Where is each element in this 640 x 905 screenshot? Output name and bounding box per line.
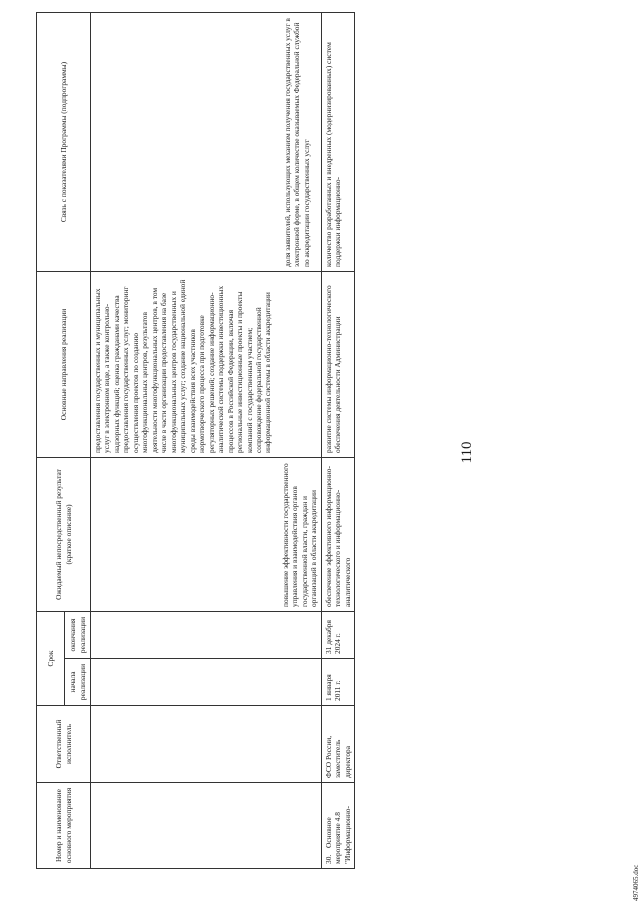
cell-end <box>91 611 322 658</box>
header-number-name: Номер и наименование основного мероприятия <box>37 783 91 869</box>
row-number: 30. <box>323 854 333 864</box>
measure-name: Основное мероприятие 4.8 "Информационно- <box>323 806 352 864</box>
cell-number-name <box>321 783 354 869</box>
result-segment-blank <box>93 462 281 607</box>
document-id: 4974065.doc <box>632 864 640 901</box>
cell-end: 31 декабря 2024 г. <box>321 611 354 658</box>
cell-executor: ФСО России, заместитель директора <box>321 706 354 783</box>
program-measures-table <box>36 12 355 869</box>
cell-directions <box>91 271 322 457</box>
result-text: повышение эффективности государственного управления и взаимодействия органов государственной власти, граждан и организаций в области аккредитации <box>281 463 319 607</box>
header-result: Ожидаемый непосредственный результат (краткое описание) <box>37 457 91 611</box>
cell-link: количество разработанных и внедренных (модернизированных) систем поддержки информационно- <box>321 12 354 271</box>
header-link: Связь с показателями Программы (подпрограммы) <box>37 12 91 271</box>
table-row <box>321 12 354 868</box>
cell-result <box>91 457 322 611</box>
header-executor: Ответственный исполнитель <box>37 706 91 783</box>
header-srok: Срок <box>37 611 65 705</box>
header-start: начала реализации <box>65 659 91 706</box>
cell-start: 1 января 2011 г. <box>321 659 354 706</box>
table-header-row <box>37 12 65 868</box>
cell-number-name <box>91 783 322 869</box>
cell-result: обеспечение эффективного информационно-технологического и информационно-аналитического <box>321 457 354 611</box>
cell-start <box>91 659 322 706</box>
directions-text: предоставления государственных и муниципальных услуг в электронном виде, а также контрольно-надзорных функций; оценка гражданами качества предоставления государственных услуг; мониторинг осуществления проектов по созданию многофункциональных центров, результатов деятельности многофункциональных центров, в том числе в части организации предоставления на базе многофункциональных центров государственных и муниципальных услуг; создание национальной единой среды взаимодействия всех участников нормотворческого процесса при подготовке регуляторных решений; создание информационно-аналитической системы поддержки инвестиционных процессов в Российской Федерации, включая региональные инвестиционные проекты и проекты компаний с государственным участием; <box>93 279 254 453</box>
link-text: доля заявителей, использующих механизм получения государственных услуг в электронной форме, в общем количестве оказываемых Федеральной службой по аккредитации государственных услуг <box>283 18 311 267</box>
header-end: окончания реализации <box>65 611 91 658</box>
directions-text-2: сопровождение федеральной государственной информационной системы в области аккредитации <box>253 292 273 453</box>
cell-link <box>91 12 322 271</box>
link-segment-blank <box>93 17 283 267</box>
table-row <box>91 12 322 868</box>
cell-directions: развитие системы информационно-технологического обеспечения деятельности Администрации <box>321 271 354 457</box>
header-directions: Основные направления реализации <box>37 271 91 457</box>
page-number: 110 <box>459 441 475 464</box>
cell-executor <box>91 706 322 783</box>
